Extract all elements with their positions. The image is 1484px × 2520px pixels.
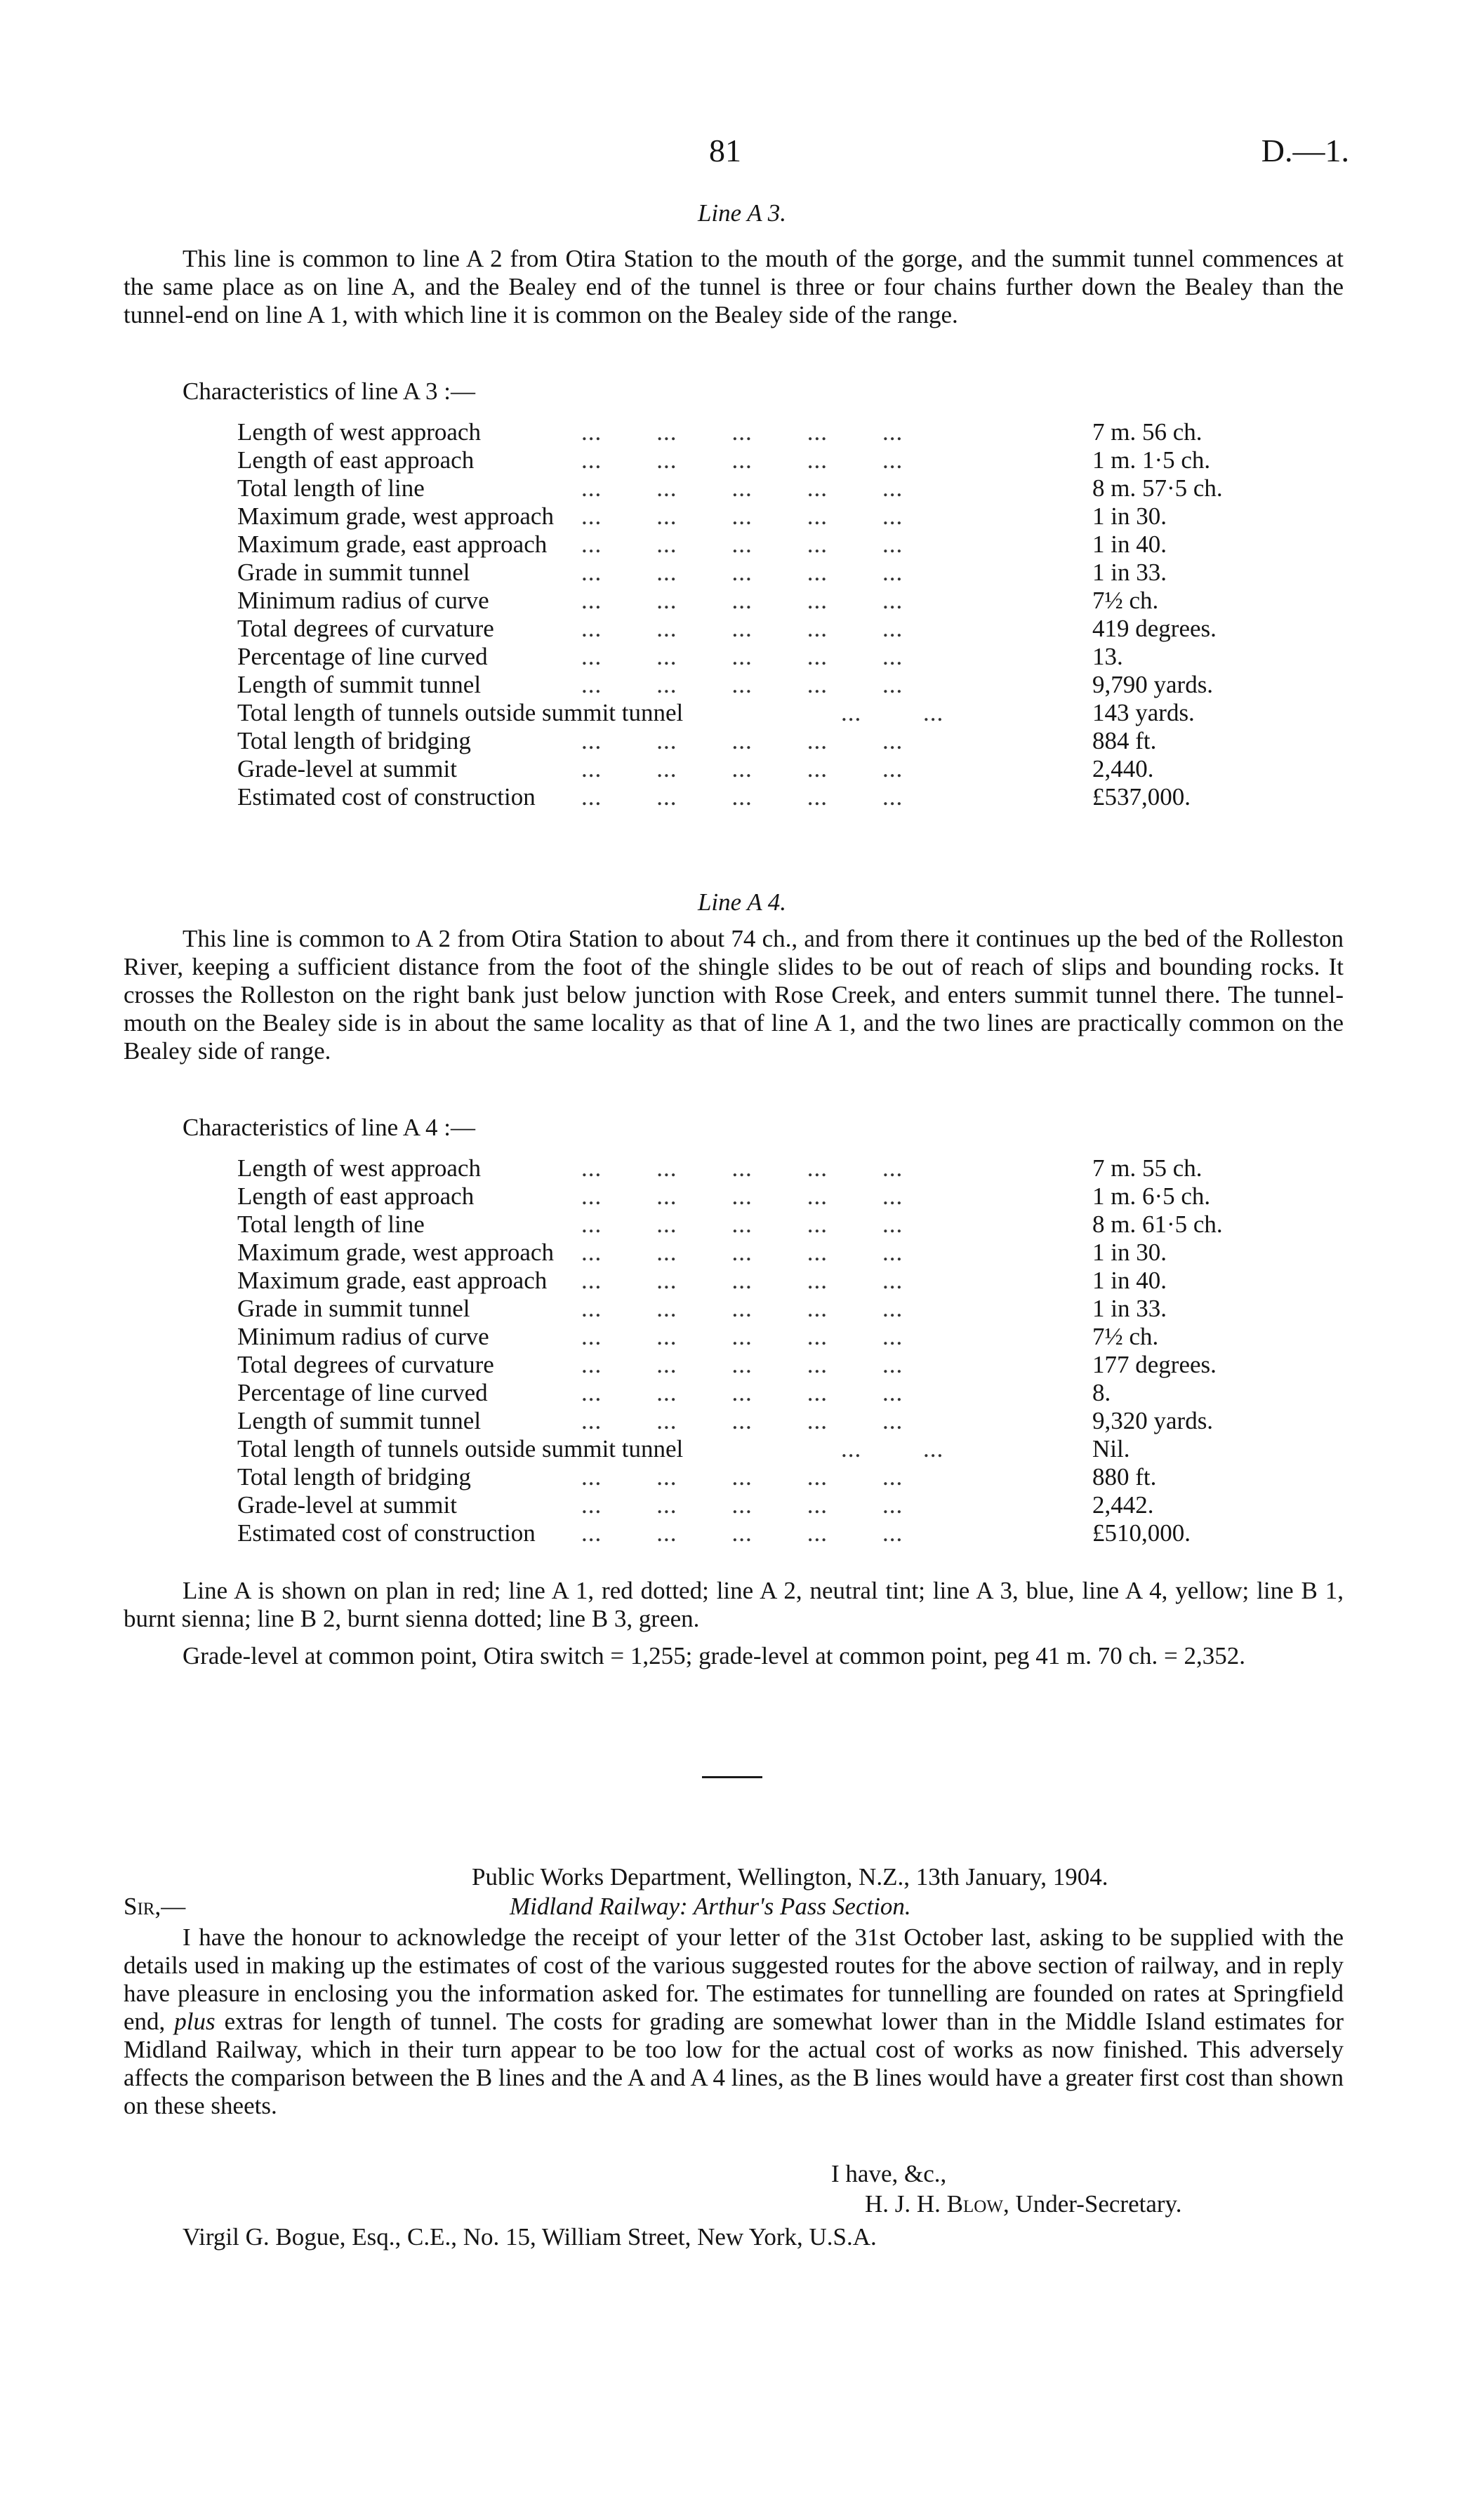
section-divider xyxy=(702,1776,762,1778)
characteristic-value: 177 degrees. xyxy=(1092,1351,1217,1378)
letter-body xyxy=(124,1924,1344,2120)
characteristic-label: Minimum radius of curve xyxy=(237,1323,489,1350)
signature-name: H. J. H. Blow, xyxy=(865,2190,1009,2218)
leader-dots: ... ... ... ... ... xyxy=(581,1182,903,1210)
grade-level-note: Grade-level at common point, Otira switch = 1,255; grade-level at common point, peg 41 m. 70 ch. = 2,352. xyxy=(183,1642,1245,1669)
characteristic-row xyxy=(237,643,1318,671)
letter-body-emphasis: plus xyxy=(174,2008,216,2035)
characteristic-row xyxy=(237,1211,1318,1239)
characteristic-value: 7 m. 56 ch. xyxy=(1092,418,1203,446)
characteristic-row xyxy=(237,474,1318,502)
characteristic-label: Total length of line xyxy=(237,1211,425,1238)
leader-dots: ... ... ... ... ... xyxy=(581,1211,903,1238)
heading-line-a3: Line A 3. xyxy=(697,199,787,227)
characteristic-value: 1 m. 6·5 ch. xyxy=(1092,1182,1211,1210)
characteristic-value: 8 m. 57·5 ch. xyxy=(1092,474,1223,502)
leader-dots: ... ... ... ... ... xyxy=(581,531,903,558)
leader-dots: ... ... ... ... ... xyxy=(581,615,903,642)
characteristic-value: 13. xyxy=(1092,643,1123,670)
characteristic-label: Percentage of line curved xyxy=(237,643,488,670)
leader-dots: ... ... ... ... ... xyxy=(581,1154,903,1182)
characteristic-label: Total length of tunnels outside summit tunnel xyxy=(237,699,684,726)
characteristic-value: £537,000. xyxy=(1092,783,1191,811)
leader-dots: ... ... ... ... ... xyxy=(581,1463,903,1491)
leader-dots: ... ... ... ... ... xyxy=(581,1295,903,1322)
characteristic-label: Length of summit tunnel xyxy=(237,671,482,698)
characteristic-value: 7½ ch. xyxy=(1092,1323,1159,1350)
characteristic-label: Length of west approach xyxy=(237,418,481,446)
characteristic-row xyxy=(237,783,1318,811)
letter-body-part-1: I have the honour to acknowledge the receipt of your letter of the 31st October last, asking to be supplied with the details used in making up the estimates of cost of the various suggested routes for the above section of railway, and in reply have pleasure in enclosing you the information asked for. The estimates for tunnelling are founded on rates at Springfield end, xyxy=(124,1924,1344,2035)
characteristic-row xyxy=(237,1323,1318,1351)
characteristic-label: Estimated cost of construction xyxy=(237,1519,536,1547)
characteristic-row xyxy=(237,1519,1318,1547)
characteristic-row xyxy=(237,1267,1318,1295)
characteristic-label: Maximum grade, east approach xyxy=(237,531,548,558)
characteristic-label: Maximum grade, east approach xyxy=(237,1267,548,1294)
characteristic-value: 1 in 40. xyxy=(1092,1267,1167,1294)
characteristic-label: Maximum grade, west approach xyxy=(237,502,554,530)
leader-dots: ... ... ... ... ... xyxy=(581,1351,903,1378)
letter-closing: I have, &c., xyxy=(831,2160,947,2187)
characteristic-label: Length of west approach xyxy=(237,1154,481,1182)
characteristic-value: 1 in 30. xyxy=(1092,502,1167,530)
page-number: 81 xyxy=(709,133,741,168)
characteristic-label: Total length of line xyxy=(237,474,425,502)
characteristic-value: 8. xyxy=(1092,1379,1111,1406)
colour-key-note: Line A is shown on plan in red; line A 1, red dotted; line A 2, neutral tint; line A 3, blue, line A 4, yellow; line B 1, burnt sienna; line B 2, burnt sienna dotted; line B 3, green. xyxy=(124,1577,1344,1632)
characteristic-row xyxy=(237,418,1318,446)
characteristic-label: Total degrees of curvature xyxy=(237,1351,494,1378)
characteristic-value: £510,000. xyxy=(1092,1519,1191,1547)
characteristic-value: 1 in 33. xyxy=(1092,1295,1167,1322)
characteristic-row xyxy=(237,1182,1318,1211)
leader-dots: ... ... ... ... ... xyxy=(581,1239,903,1266)
characteristic-label: Total degrees of curvature xyxy=(237,615,494,642)
characteristics-table-a3 xyxy=(237,418,1318,811)
characteristic-row xyxy=(237,1435,1318,1463)
leader-dots: ... ... ... ... ... xyxy=(581,783,903,811)
characteristic-row xyxy=(237,1491,1318,1519)
letter-sender-line: Public Works Department, Wellington, N.Z., 13th January, 1904. xyxy=(472,1863,1108,1891)
characteristic-label: Maximum grade, west approach xyxy=(237,1239,554,1266)
characteristic-label: Estimated cost of construction xyxy=(237,783,536,811)
letter-subject: Midland Railway: Arthur's Pass Section. xyxy=(510,1893,911,1920)
characteristic-row xyxy=(237,446,1318,474)
characteristic-value: 2,442. xyxy=(1092,1491,1154,1519)
leader-dots: ... ... ... ... ... xyxy=(581,446,903,474)
characteristic-value: 1 in 30. xyxy=(1092,1239,1167,1266)
leader-dots: ... ... ... ... ... xyxy=(581,1519,903,1547)
characteristic-row xyxy=(237,1407,1318,1435)
leader-dots: ... ... ... ... ... xyxy=(581,418,903,446)
characteristic-value: 2,440. xyxy=(1092,755,1154,782)
characteristic-value: 9,790 yards. xyxy=(1092,671,1214,698)
leader-dots: ... ... xyxy=(841,1435,944,1462)
characteristic-label: Grade-level at summit xyxy=(237,1491,457,1519)
characteristic-row xyxy=(237,671,1318,699)
characteristic-row xyxy=(237,615,1318,643)
leader-dots: ... ... ... ... ... xyxy=(581,727,903,754)
characteristic-label: Total length of bridging xyxy=(237,1463,471,1491)
characteristic-label: Length of east approach xyxy=(237,446,475,474)
document-id: D.—1. xyxy=(1261,133,1349,168)
leader-dots: ... ... ... ... ... xyxy=(581,502,903,530)
characteristic-label: Length of east approach xyxy=(237,1182,475,1210)
signature-title: Under-Secretary. xyxy=(1015,2190,1182,2218)
characteristic-row xyxy=(237,755,1318,783)
characteristic-label: Grade-level at summit xyxy=(237,755,457,782)
characteristic-label: Total length of bridging xyxy=(237,727,471,754)
leader-dots: ... ... ... ... ... xyxy=(581,1379,903,1406)
letter-salutation: Sir,— xyxy=(124,1893,186,1920)
characteristic-row xyxy=(237,1239,1318,1267)
characteristic-row xyxy=(237,1154,1318,1182)
letter-body-part-2: extras for length of tunnel. The costs for grading are somewhat lower than in the Middle Island estimates for Midland Railway, which in their turn appear to be too low for the actual cost of works as now finished. This adversely affects the comparison between the B lines and the A and A 4 lines, as the B lines would have a greater first cost than shown on these sheets. xyxy=(124,2008,1344,2119)
leader-dots: ... ... ... ... ... xyxy=(581,643,903,670)
characteristic-row xyxy=(237,1295,1318,1323)
characteristic-value: 8 m. 61·5 ch. xyxy=(1092,1211,1223,1238)
leader-dots: ... ... ... ... ... xyxy=(581,1323,903,1350)
characteristic-row xyxy=(237,1463,1318,1491)
characteristic-row xyxy=(237,1379,1318,1407)
letter-addressee: Virgil G. Bogue, Esq., C.E., No. 15, William Street, New York, U.S.A. xyxy=(183,2223,877,2251)
characteristic-value: 143 yards. xyxy=(1092,699,1195,726)
characteristic-row xyxy=(237,727,1318,755)
leader-dots: ... ... ... ... ... xyxy=(581,1267,903,1294)
characteristic-row xyxy=(237,502,1318,531)
characteristic-value: 880 ft. xyxy=(1092,1463,1157,1491)
characteristic-value: 884 ft. xyxy=(1092,727,1157,754)
characteristic-value: 1 m. 1·5 ch. xyxy=(1092,446,1211,474)
characteristic-label: Minimum radius of curve xyxy=(237,587,489,614)
characteristic-value: 7 m. 55 ch. xyxy=(1092,1154,1203,1182)
leader-dots: ... ... ... ... ... xyxy=(581,559,903,586)
characteristic-row xyxy=(237,699,1318,727)
paragraph-line-a3: This line is common to line A 2 from Otira Station to the mouth of the gorge, and the summit tunnel commences at the same place as on line A, and the Bealey end of the tunnel is three or four chains further down the Bealey than the tunnel-end on line A 1, with which line it is common on the Bealey side of the range. xyxy=(124,245,1344,328)
characteristics-table-a4 xyxy=(237,1154,1318,1547)
letter-signature xyxy=(865,2190,1182,2218)
characteristic-value: Nil. xyxy=(1092,1435,1130,1462)
leader-dots: ... ... ... ... ... xyxy=(581,755,903,782)
characteristic-label: Percentage of line curved xyxy=(237,1379,488,1406)
characteristic-row xyxy=(237,531,1318,559)
characteristic-value: 9,320 yards. xyxy=(1092,1407,1214,1434)
characteristic-value: 419 degrees. xyxy=(1092,615,1217,642)
characteristic-label: Grade in summit tunnel xyxy=(237,559,470,586)
characteristic-label: Grade in summit tunnel xyxy=(237,1295,470,1322)
characteristic-label: Total length of tunnels outside summit tunnel xyxy=(237,1435,684,1462)
characteristic-value: 1 in 33. xyxy=(1092,559,1167,586)
characteristic-row xyxy=(237,559,1318,587)
characteristic-value: 1 in 40. xyxy=(1092,531,1167,558)
heading-line-a4: Line A 4. xyxy=(697,888,787,916)
leader-dots: ... ... xyxy=(841,699,944,726)
characteristics-title-a3: Characteristics of line A 3 :— xyxy=(183,378,475,405)
characteristic-row xyxy=(237,1351,1318,1379)
characteristic-label: Length of summit tunnel xyxy=(237,1407,482,1434)
paragraph-line-a4: This line is common to A 2 from Otira Station to about 74 ch., and from there it continues up the bed of the Rolleston River, keeping a sufficient distance from the foot of the shingle slides to be out of reach of slips and bounding rocks. It crosses the Rolleston on the right bank just below junction with Rose Creek, and enters summit tunnel there. The tunnel-mouth on the Bealey side is in about the same locality as that of line A 1, and the two lines are practically common on the Bealey side of range. xyxy=(124,925,1344,1065)
leader-dots: ... ... ... ... ... xyxy=(581,587,903,614)
leader-dots: ... ... ... ... ... xyxy=(581,671,903,698)
leader-dots: ... ... ... ... ... xyxy=(581,1491,903,1519)
leader-dots: ... ... ... ... ... xyxy=(581,474,903,502)
leader-dots: ... ... ... ... ... xyxy=(581,1407,903,1434)
characteristics-title-a4: Characteristics of line A 4 :— xyxy=(183,1114,475,1141)
characteristic-value: 7½ ch. xyxy=(1092,587,1159,614)
characteristic-row xyxy=(237,587,1318,615)
